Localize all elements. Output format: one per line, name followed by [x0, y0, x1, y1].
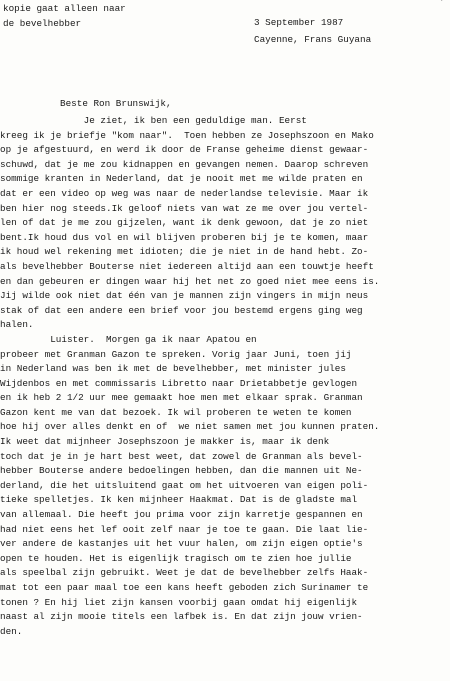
letter-body [0, 114, 450, 639]
letter-line: ver andere de kastanjes uit het vuur halen, om zijn eigen optie's [0, 538, 363, 550]
letter-line: Wijdenbos en met commissaris Libretto naar Drietabbetje gevlogen [0, 377, 358, 389]
letter-line: den. [0, 625, 23, 637]
letter-line: in Nederland was ben ik met de bevelhebber, met minister jules [0, 363, 346, 375]
letter-line: dat er een video op weg was naar de nederlandse televisie. Maar ik [0, 187, 369, 199]
letter-line: Jij wilde ook niet dat één van je mannen zijn vingers in mijn neus [0, 290, 369, 302]
letter-date: 3 September 1987 [254, 17, 344, 28]
letter-line: van allemaal. Die heeft jou prima voor zijn karretje gespannen en [0, 509, 363, 521]
distribution-note [3, 1, 126, 31]
letter-line: len of dat je me zou gijzelen, want ik denk gewoon, dat je zo niet [0, 217, 369, 229]
letter-line: schuwd, dat je me zou kidnappen en gevangen nemen. Daarop schreven [0, 158, 369, 170]
letter-line: sommige kranten in Nederland, dat je nooit met me wilde praten en [0, 173, 363, 185]
letter-line: mat tot een paar maal toe een kans heeft geboden zich Surinamer te [0, 582, 369, 593]
letter-place: Cayenne, Frans Guyana [254, 34, 372, 45]
letter-line: Je ziet, ik ben een geduldige man. Eerst [0, 115, 307, 126]
letter-line: bent.Ik houd dus vol en wil blijven proberen bij je te komen, maar [0, 231, 369, 243]
letter-line: tieke spelletjes. Ik ken mijnheer Haakmat. Dat is de gladste mal [0, 494, 358, 506]
letter-line: open te houden. Het is eigenlijk tragisch om te zien hoe jullie [0, 552, 352, 564]
letter-line: naast al zijn mooie titels een lafbek is. En dat zijn jouw vrien- [0, 611, 363, 623]
letter-line: ben hier nog steeds.Ik geloof niets van wat ze me over jou vertel- [0, 202, 369, 214]
letter-line: als bevelhebber Bouterse niet iedereen altijd aan een touwtje heeft [0, 260, 374, 272]
corner-mark: ` [438, 0, 444, 9]
letter-line: als speelbal zijn gebruikt. Weet je dat de bevelhebber zelfs Haak- [0, 567, 369, 579]
letter-line: probeer met Granman Gazon te spreken. Vorig jaar Juni, toen jij [0, 348, 352, 360]
letter-line: ik houd wel rekening met idioten; die je niet in de hand hebt. Zo- [0, 246, 369, 258]
letter-line: halen. [0, 319, 34, 331]
letter-line: en dan gebeuren er dingen waar hij het net zo goed niet mee eens is. [0, 275, 380, 287]
letter-line: derland, die het uitsluitend gaat om het uitvoeren van eigen poli- [0, 479, 369, 491]
letter-line: had niet eens het lef ooit zelf naar je toe te gaan. Die laat lie- [0, 523, 369, 535]
distribution-note-line: de bevelhebber [3, 18, 82, 29]
distribution-note-line: kopie gaat alleen naar [3, 3, 126, 14]
letter-line: hebber Bouterse andere bedoelingen hebben, dan die mannen uit Ne- [0, 465, 363, 477]
letter-line: Luister. Morgen ga ik naar Apatou en [0, 333, 257, 345]
letter-line: Ik weet dat mijnheer Josephszoon je makker is, maar ik denk [0, 436, 330, 448]
letter-line: tonen ? En hij liet zijn kansen voorbij gaan omdat hij eigenlijk [0, 596, 358, 608]
letter-line: toch dat je in je hart best weet, dat zowel de Granman als bevel- [0, 450, 363, 462]
date-place-block [254, 14, 371, 48]
salutation: Beste Ron Brunswijk, [60, 98, 172, 109]
letter-line: en ik heb 2 1/2 uur mee gemaakt hoe men met elkaar sprak. Granman [0, 392, 363, 404]
letter-line: kreeg ik je briefje "kom naar". Toen hebben ze Josephszoon en Mako [0, 129, 374, 141]
letter-line: Gazon kent me van dat bezoek. Ik wil proberen te weten te komen [0, 406, 352, 418]
letter-line: hoe hij over alles denkt en of we niet samen met jou kunnen praten. [0, 421, 380, 433]
letter-line: stak of dat een andere een brief voor jou bestemd ergens ging weg [0, 304, 363, 316]
letter-line: op je afgestuurd, en werd ik door de Franse geheime dienst gewaar- [0, 144, 369, 156]
